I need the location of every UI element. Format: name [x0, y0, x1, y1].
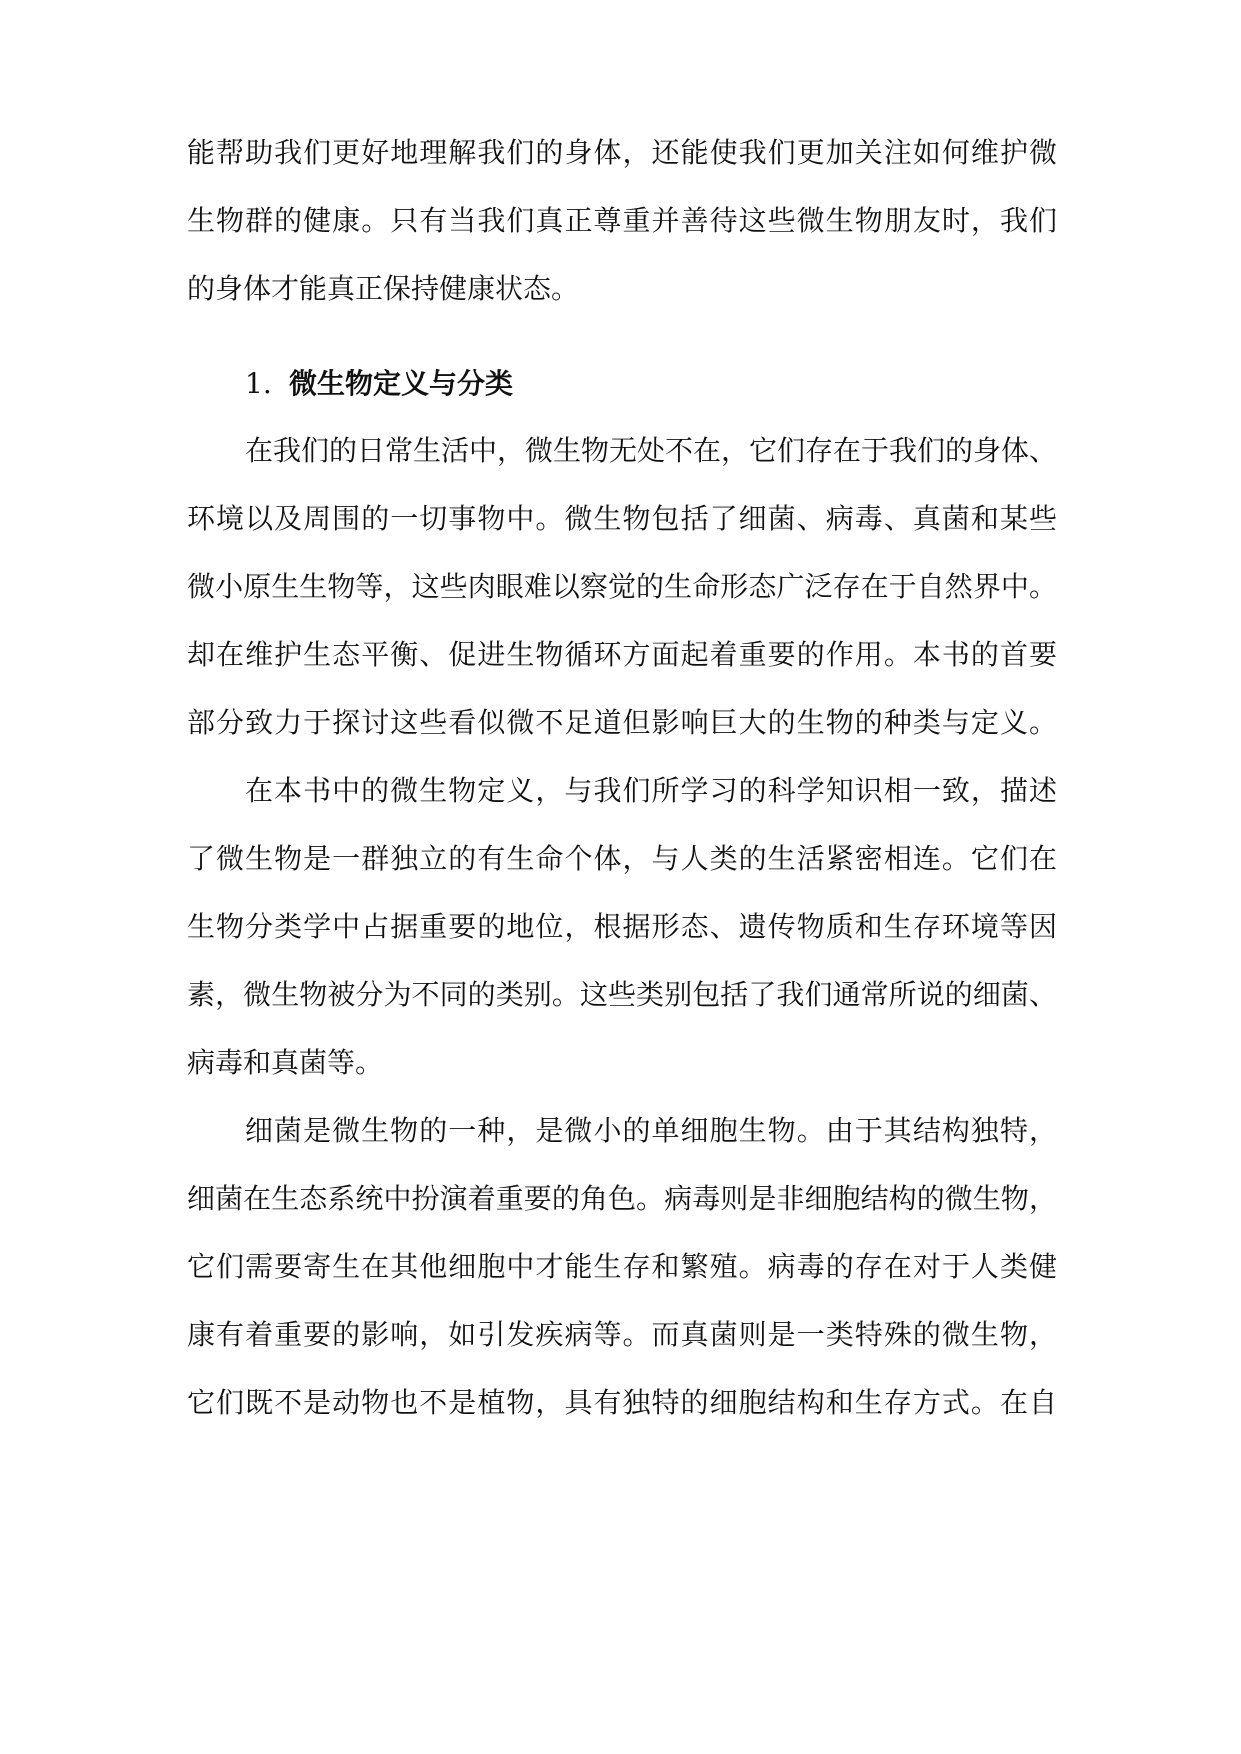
paragraph-line: 部分致力于探讨这些看似微不足道但影响巨大的生物的种类与定义。: [187, 706, 1057, 739]
paragraph-line: 它们既不是动物也不是植物，具有独特的细胞结构和生存方式。在自: [187, 1386, 1057, 1419]
section-heading: [245, 364, 513, 404]
paragraph-line: 生物分类学中占据重要的地位，根据形态、遗传物质和生存环境等因: [187, 910, 1057, 943]
paragraph-line: 在本书中的微生物定义，与我们所学习的科学知识相一致，描述: [245, 774, 1057, 807]
paragraph-line: 了微生物是一群独立的有生命个体，与人类的生活紧密相连。它们在: [187, 842, 1057, 875]
intro-line: 能帮助我们更好地理解我们的身体，还能使我们更加关注如何维护微: [187, 136, 1057, 169]
section-number: 1.: [245, 367, 272, 400]
intro-line: 生物群的健康。只有当我们真正尊重并善待这些微生物朋友时，我们: [187, 204, 1057, 237]
section-title: 微生物定义与分类: [289, 367, 514, 400]
paragraph-line: 微小原生生物等，这些肉眼难以察觉的生命形态广泛存在于自然界中。: [187, 570, 1057, 603]
paragraph-line: 素，微生物被分为不同的类别。这些类别包括了我们通常所说的细菌、: [187, 978, 1057, 1011]
paragraph-line: 环境以及周围的一切事物中。微生物包括了细菌、病毒、真菌和某些: [187, 502, 1057, 535]
intro-line: 的身体才能真正保持健康状态。: [187, 272, 580, 305]
paragraph-line: 康有着重要的影响，如引发疾病等。而真菌则是一类特殊的微生物，: [187, 1318, 1057, 1351]
paragraph-line: 在我们的日常生活中，微生物无处不在，它们存在于我们的身体、: [245, 434, 1058, 467]
paragraph-line: 细菌在生态系统中扮演着重要的角色。病毒则是非细胞结构的微生物，: [187, 1182, 1057, 1215]
paragraph-line: 细菌是微生物的一种，是微小的单细胞生物。由于其结构独特，: [245, 1114, 1057, 1147]
paragraph-line: 它们需要寄生在其他细胞中才能生存和繁殖。病毒的存在对于人类健: [187, 1250, 1057, 1283]
paragraph-line: 病毒和真菌等。: [187, 1046, 384, 1079]
paragraph-line: 却在维护生态平衡、促进生物循环方面起着重要的作用。本书的首要: [187, 638, 1057, 671]
